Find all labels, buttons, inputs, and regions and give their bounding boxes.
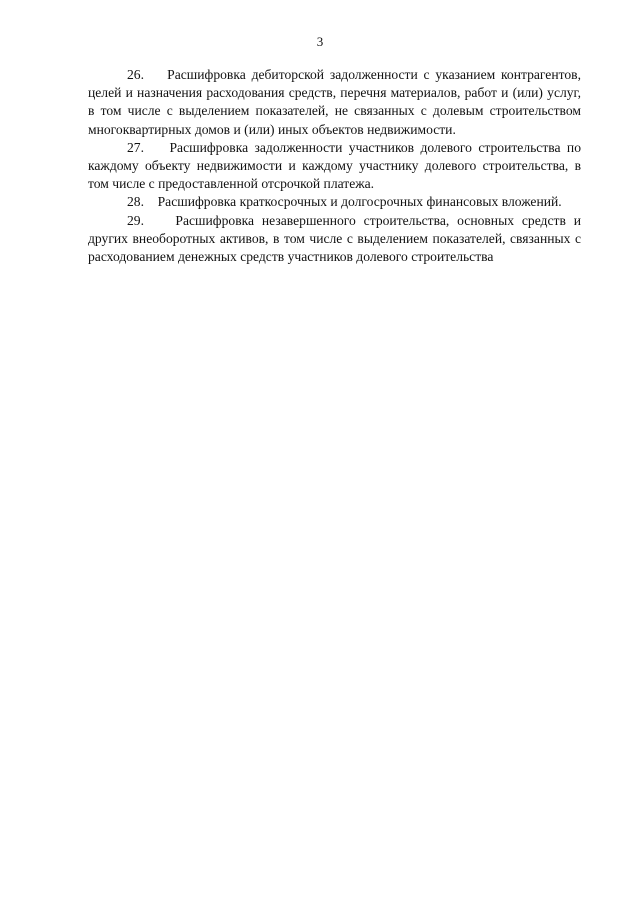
- item-number: 29.: [127, 212, 144, 228]
- item-text: Расшифровка краткосрочных и долгосрочных финансовых вложений.: [157, 194, 562, 210]
- list-item: [88, 193, 581, 211]
- list-item: [88, 66, 581, 139]
- item-number: 28.: [127, 194, 144, 210]
- item-number: 27.: [127, 139, 144, 155]
- item-text: Расшифровка дебиторской задолженности с указанием контрагентов, целей и назначения расходования средств, перечня материалов, работ и (или) услуг, в том числе с выделением показателей, не связанных с долевым строительством многоквартирных домов и (или) иных объектов недвижимости.: [88, 67, 581, 137]
- list-item: [88, 212, 581, 267]
- item-text: Расшифровка задолженности участников долевого строительства по каждому объекту недвижимости и каждому участнику долевого строительства, в том числе с предоставленной отсрочкой платежа.: [88, 139, 581, 192]
- item-text: Расшифровка незавершенного строительства, основных средств и других внеоборотных активов, в том числе с выделением показателей, связанных с расходованием денежных средств участников долевого строительства: [88, 212, 581, 265]
- page-number: 3: [316, 34, 324, 49]
- document-body: [88, 66, 581, 266]
- item-number: 26.: [127, 67, 144, 82]
- list-item: [88, 139, 581, 194]
